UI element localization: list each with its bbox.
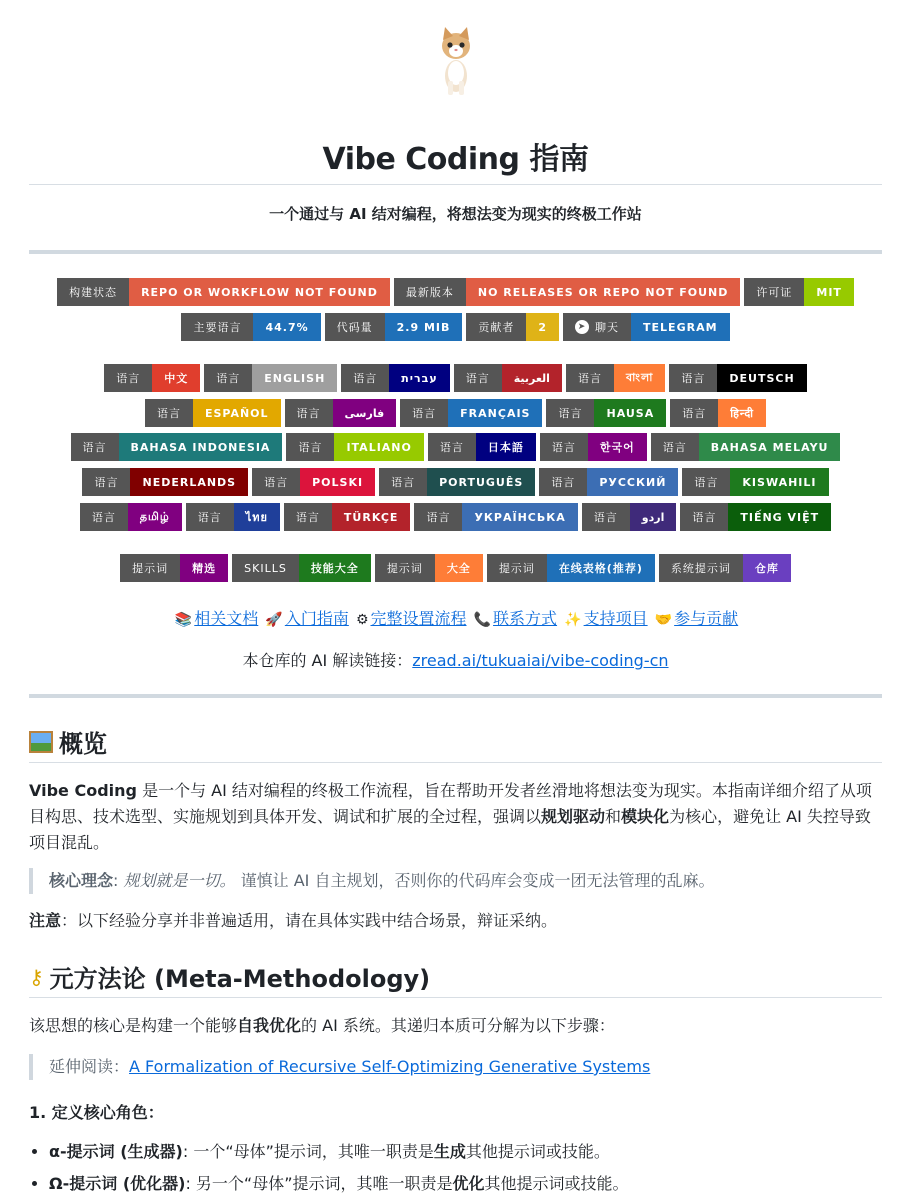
meta-text-c: 的 AI 系统。其递归本质可分解为以下步骤：	[301, 1016, 615, 1035]
badge-label	[669, 364, 717, 392]
badge-value: NEDERLANDS	[130, 468, 248, 496]
badge-label-text: 语言	[295, 511, 320, 524]
badge-label-text: 语言	[577, 372, 602, 385]
badge-label-text: 贡献者	[478, 321, 515, 334]
badge-value: FRANÇAIS	[448, 399, 542, 427]
badge-label-text: 许可证	[756, 286, 793, 299]
badge[interactable]	[104, 364, 200, 392]
badge-value: العربية	[502, 364, 562, 392]
badge-value: 精选	[180, 554, 228, 582]
badge[interactable]	[375, 554, 483, 582]
badge[interactable]	[80, 503, 182, 531]
badge[interactable]	[651, 433, 841, 461]
badge[interactable]	[379, 468, 535, 496]
badge-label	[539, 468, 587, 496]
badge-label	[414, 503, 462, 531]
overview-bold-1: 规划驱动	[541, 807, 606, 826]
badge[interactable]	[252, 468, 375, 496]
nav-links	[0, 606, 911, 629]
badge-label-text: SKILLS	[244, 561, 287, 575]
badge-label	[252, 468, 300, 496]
badge-row	[0, 554, 911, 582]
badge-value: ESPAÑOL	[193, 399, 281, 427]
badge[interactable]	[181, 313, 320, 341]
badge-label-text: 语言	[551, 441, 576, 454]
overview-lead: Vibe Coding	[29, 781, 137, 800]
badge-value: فارسی	[333, 399, 397, 427]
read-link[interactable]: zread.ai/tukuaiai/vibe-coding-cn	[412, 651, 669, 670]
badge-row	[0, 364, 911, 392]
badge-value: TÜRKÇE	[332, 503, 411, 531]
badge-label-text: 语言	[298, 441, 323, 454]
badge[interactable]	[71, 433, 283, 461]
badge[interactable]	[414, 503, 577, 531]
badge-label-text: 语言	[91, 511, 116, 524]
omega-bold: 优化	[452, 1174, 485, 1193]
badge-label-text: 代码量	[336, 321, 373, 334]
books-icon: 📚	[174, 612, 193, 628]
badge-label	[540, 433, 588, 461]
badge-value: MIT	[804, 278, 854, 306]
badge-label-text: 系统提示词	[670, 562, 731, 575]
badge[interactable]	[341, 364, 449, 392]
badge-label-text: 语言	[197, 511, 222, 524]
overview-text-a: 是一个与 AI 结对编程的终极工作流程，旨在帮助开发者丝滑地将想法变为现实。本指南详细介绍了从项目构思、技术选型、实施规划到具体开发、调试和扩展的全过程，强调以	[29, 781, 872, 826]
overview-paragraph	[29, 778, 882, 856]
badge-value: বাংলা	[614, 364, 665, 392]
omega-text-a: : 另一个“母体”提示词，其唯一职责是	[185, 1174, 453, 1193]
badge-row	[0, 468, 911, 496]
framed-picture-icon	[29, 731, 53, 753]
badge-label-text: 构建状态	[69, 286, 118, 299]
omega-label: Ω-提示词 (优化器)	[49, 1174, 186, 1193]
badge-label	[400, 399, 448, 427]
badge-label-text: 语言	[412, 407, 437, 420]
badge-label	[375, 554, 435, 582]
omega-text-c: 其他提示词或技能。	[484, 1174, 629, 1193]
badge-label	[659, 554, 743, 582]
badge-label-text: 语言	[692, 511, 717, 524]
badge-value: HAUSA	[594, 399, 666, 427]
badge-label	[82, 468, 130, 496]
nav-link[interactable]: 联系方式	[493, 609, 558, 628]
nav-link[interactable]: 入门指南	[284, 609, 349, 628]
badge-value: हिन्दी	[718, 399, 766, 427]
quote-emphasis: 规划就是一切。	[123, 871, 236, 890]
badge-label-text: 语言	[391, 476, 416, 489]
badge-row	[0, 399, 911, 427]
meta-heading-text: 元方法论 (Meta-Methodology)	[49, 965, 431, 993]
overview-heading-text: 概览	[59, 730, 107, 758]
badge-value: РУССКИЙ	[587, 468, 678, 496]
badge-label	[670, 399, 718, 427]
badge[interactable]	[285, 399, 397, 427]
note-label: 注意	[29, 911, 62, 930]
badge-value: BAHASA INDONESIA	[119, 433, 283, 461]
note-text: ：以下经验分享并非普遍适用，请在具体实践中结合场景，辩证采纳。	[61, 911, 558, 930]
badge-value: TIẾNG VIỆT	[728, 503, 831, 531]
alpha-text-c: 其他提示词或技能。	[465, 1142, 610, 1161]
badge[interactable]	[659, 554, 791, 582]
badge-label	[487, 554, 547, 582]
badge-value: 仓库	[743, 554, 791, 582]
badge-value: NO RELEASES OR REPO NOT FOUND	[466, 278, 741, 306]
sparkles-icon: ✨	[564, 612, 582, 628]
kitten-image	[437, 26, 475, 96]
badge-label-text: 语言	[156, 407, 181, 420]
step-1-heading: 1. 定义核心角色：	[29, 1103, 164, 1122]
badge[interactable]	[682, 468, 828, 496]
further-reading-quote	[29, 1054, 889, 1080]
badge-label	[341, 364, 389, 392]
badge-label	[57, 278, 129, 306]
badge-label	[394, 278, 466, 306]
badge-label	[284, 503, 332, 531]
badge-label-text: 语言	[593, 511, 618, 524]
badge[interactable]	[744, 278, 854, 306]
badge-label	[181, 313, 253, 341]
badge-row	[0, 503, 911, 531]
badge[interactable]	[680, 503, 831, 531]
badge-row	[0, 278, 911, 306]
page-title: Vibe Coding 指南	[322, 142, 589, 177]
badge-value: POLSKI	[300, 468, 375, 496]
badge-value: TELEGRAM	[631, 313, 730, 341]
badge-row	[0, 313, 911, 341]
badge[interactable]	[204, 364, 337, 392]
badge-label-text: 语言	[694, 476, 719, 489]
badge-label-text: 语言	[353, 372, 378, 385]
badge-value: اردو	[630, 503, 677, 531]
badge-label-text: 语言	[264, 476, 289, 489]
meta-divider	[29, 997, 882, 998]
telegram-icon: ➤	[575, 320, 589, 334]
badge-label-text: 语言	[439, 441, 464, 454]
badge-label	[454, 364, 502, 392]
badge[interactable]	[286, 433, 423, 461]
badge[interactable]	[120, 554, 228, 582]
gear-icon: ⚙	[355, 612, 369, 628]
badge-value: 中文	[152, 364, 200, 392]
badge-value: ITALIANO	[334, 433, 423, 461]
badge-value: 44.7%	[253, 313, 320, 341]
badge-value: KISWAHILI	[730, 468, 828, 496]
header-divider	[29, 250, 882, 254]
badge-label	[566, 364, 614, 392]
badge-row	[0, 433, 911, 461]
overview-heading	[29, 724, 107, 759]
badge[interactable]	[232, 554, 371, 582]
badge[interactable]	[82, 468, 248, 496]
core-idea-quote	[29, 868, 889, 894]
badge-label	[145, 399, 193, 427]
read-link-prefix: 本仓库的 AI 解读链接：	[242, 651, 413, 670]
badge-label-text: 语言	[558, 407, 583, 420]
badge-label	[466, 313, 526, 341]
badge-label-text: 语言	[465, 372, 490, 385]
badge[interactable]	[487, 554, 655, 582]
badge[interactable]	[582, 503, 677, 531]
badge-label	[232, 554, 299, 582]
badge-value: 在线表格(推荐)	[547, 554, 655, 582]
badge-value: ไทย	[234, 503, 280, 531]
overview-text-c: 为核心，避免让 AI 失控导致项目混乱。	[29, 807, 871, 852]
badge-label	[285, 399, 333, 427]
badge-value: REPO OR WORKFLOW NOT FOUND	[129, 278, 390, 306]
badge-label-text: 聊天	[595, 321, 620, 334]
badge[interactable]	[394, 278, 741, 306]
handshake-icon: 🤝	[654, 612, 673, 628]
badge-label	[651, 433, 699, 461]
badge[interactable]	[428, 433, 536, 461]
further-reading-label: 延伸阅读：	[49, 1057, 130, 1076]
list-item	[49, 1168, 629, 1200]
badge-label	[104, 364, 152, 392]
badge-label	[682, 468, 730, 496]
phone-icon: 📞	[473, 612, 492, 628]
badge-label-text: 提示词	[386, 562, 423, 575]
badge-label	[286, 433, 334, 461]
overview-and: 和	[605, 807, 622, 826]
badge-value: DEUTSCH	[717, 364, 806, 392]
badge-label	[325, 313, 385, 341]
badge-label-text: 语言	[426, 511, 451, 524]
subtitle: 一个通过与 AI 结对编程，将想法变为现实的终极工作站	[269, 205, 642, 223]
further-reading-link[interactable]: A Formalization of Recursive Self-Optimizing Generative Systems	[129, 1057, 651, 1076]
nav-link[interactable]: 支持项目	[583, 609, 648, 628]
badge-label	[379, 468, 427, 496]
badge-label	[71, 433, 119, 461]
badge-value: 日本語	[476, 433, 536, 461]
badge-value: עברית	[389, 364, 449, 392]
rocket-icon: 🚀	[265, 612, 283, 628]
badge-label-text: 主要语言	[193, 321, 242, 334]
nav-link[interactable]: 完整设置流程	[370, 609, 467, 628]
badge-value: 2.9 MIB	[385, 313, 463, 341]
badge[interactable]	[669, 364, 806, 392]
list-item	[49, 1136, 629, 1168]
title-divider	[29, 184, 882, 185]
badge[interactable]	[186, 503, 280, 531]
badge-label-text: 语言	[551, 476, 576, 489]
note-paragraph	[29, 908, 882, 934]
badge-label	[582, 503, 630, 531]
meta-paragraph	[29, 1013, 882, 1039]
badge[interactable]	[454, 364, 562, 392]
badge-label-text: 语言	[296, 407, 321, 420]
overview-divider	[29, 762, 882, 763]
alpha-bold: 生成	[433, 1142, 466, 1161]
badge-value: தமிழ்	[128, 503, 182, 531]
badge-label	[120, 554, 180, 582]
badge-label	[186, 503, 234, 531]
badge-label	[563, 313, 631, 341]
badge[interactable]	[145, 399, 281, 427]
badge-label	[744, 278, 804, 306]
badge-label	[680, 503, 728, 531]
badge-value: 技能大全	[299, 554, 371, 582]
badge-label	[80, 503, 128, 531]
quote-label: 核心理念	[49, 871, 114, 890]
badge[interactable]	[539, 468, 678, 496]
badge[interactable]	[566, 364, 665, 392]
badge-value: 한국어	[588, 433, 647, 461]
badge-value: ENGLISH	[252, 364, 337, 392]
links-divider	[29, 694, 882, 698]
badge-label-text: 语言	[116, 372, 141, 385]
meta-bold: 自我优化	[237, 1016, 302, 1035]
badge[interactable]	[466, 313, 559, 341]
badge-label-text: 语言	[682, 407, 707, 420]
badge[interactable]	[563, 313, 730, 341]
badge-label-text: 语言	[662, 441, 687, 454]
badge[interactable]	[325, 313, 463, 341]
ai-read-link-line	[0, 648, 911, 671]
badge[interactable]	[546, 399, 666, 427]
badge[interactable]	[57, 278, 390, 306]
badge-value: 大全	[435, 554, 483, 582]
badge-label-text: 语言	[94, 476, 119, 489]
badge-value: 2	[526, 313, 559, 341]
badge-label	[546, 399, 594, 427]
badge-label-text: 最新版本	[405, 286, 454, 299]
quote-colon: :	[113, 871, 124, 890]
badge-label-text: 语言	[216, 372, 241, 385]
badge-label-text: 提示词	[132, 562, 169, 575]
badge-label-text: 提示词	[498, 562, 535, 575]
badge[interactable]	[540, 433, 647, 461]
key-icon: ⚷	[29, 964, 44, 989]
badge[interactable]	[400, 399, 542, 427]
nav-link[interactable]: 相关文档	[194, 609, 259, 628]
badge-label-text: 语言	[681, 372, 706, 385]
meta-text-a: 该思想的核心是构建一个能够	[29, 1016, 238, 1035]
badge[interactable]	[670, 399, 766, 427]
meta-heading	[29, 959, 430, 994]
badge-label	[204, 364, 252, 392]
badge-value: BAHASA MELAYU	[699, 433, 841, 461]
alpha-text-a: : 一个“母体”提示词，其唯一职责是	[182, 1142, 434, 1161]
badge-value: УКРАЇНСЬКА	[462, 503, 577, 531]
nav-link[interactable]: 参与贡献	[674, 609, 739, 628]
badge[interactable]	[284, 503, 411, 531]
badge-value: PORTUGUÊS	[427, 468, 535, 496]
badge-label	[428, 433, 476, 461]
overview-bold-2: 模块化	[621, 807, 670, 826]
alpha-label: α-提示词 (生成器)	[49, 1142, 183, 1161]
role-list	[29, 1136, 629, 1200]
quote-rest: 谨慎让 AI 自主规划，否则你的代码库会变成一团无法管理的乱麻。	[235, 871, 715, 890]
badge-label-text: 语言	[82, 441, 107, 454]
